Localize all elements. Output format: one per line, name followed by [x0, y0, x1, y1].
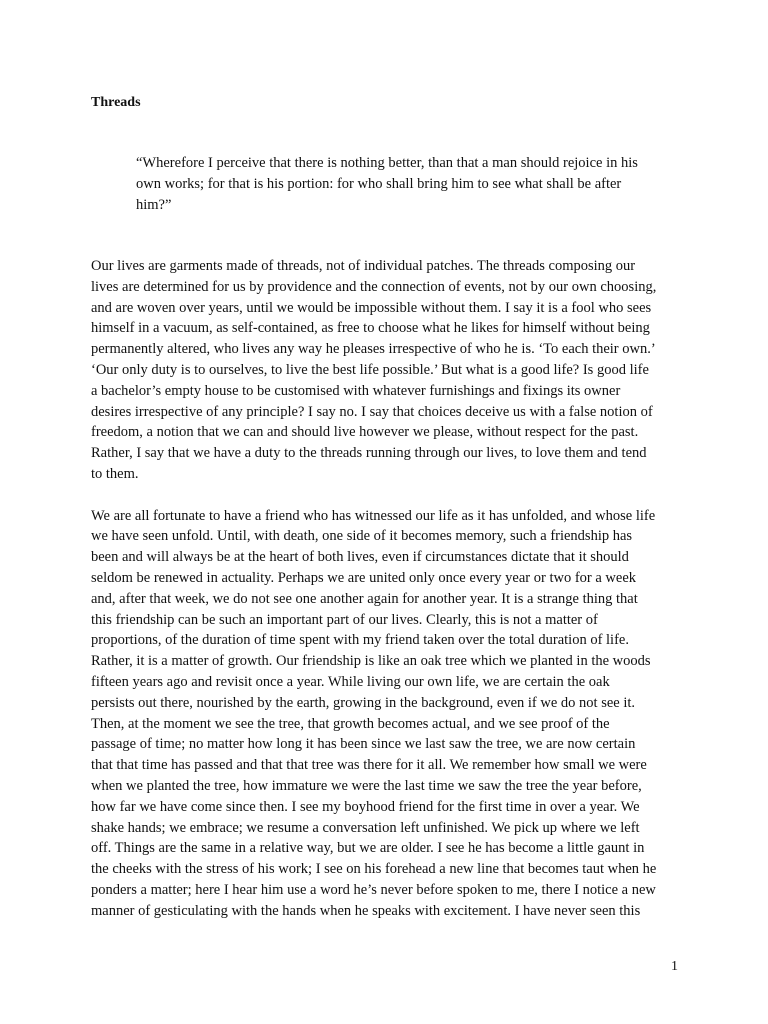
- text-line: ‘Our only duty is to ourselves, to live the best life possible.’ But what is a good life? Is good life: [91, 361, 649, 378]
- text-line: we have seen unfold. Until, with death, one side of it becomes memory, such a friendship has: [91, 528, 633, 545]
- text-line: seldom be renewed in actuality. Perhaps we are united only once every year or two for a week: [91, 569, 637, 586]
- text-line: when we planted the tree, how immature we were the last time we saw the tree the year before,: [91, 777, 642, 794]
- document-body: [91, 256, 681, 942]
- text-line: ponders a matter; here I hear him use a word he’s never before spoken to me, there I notice a new: [91, 881, 656, 898]
- text-line: how far we have come since then. I see my boyhood friend for the first time in over a year. We: [91, 798, 640, 815]
- text-line: himself in a vacuum, as self-contained, as free to choose what he likes for himself without being: [91, 320, 650, 337]
- epigraph-quote: [136, 153, 676, 216]
- text-line: permanently altered, who lives any way he pleases irrespective of who he is. ‘To each their own.’: [91, 341, 656, 358]
- text-line: to them.: [91, 465, 139, 482]
- document-title: Threads: [91, 95, 141, 110]
- text-line: freedom, a notion that we can and should live however we please, without respect for the past.: [91, 424, 639, 441]
- text-line: that that time has passed and that that tree was there for it all. We remember how small we were: [91, 757, 647, 774]
- epigraph-line: “Wherefore I perceive that there is nothing better, than that a man should rejoice in his: [136, 155, 638, 171]
- text-line: lives are determined for us by providence and the connection of events, not by our own choosing,: [91, 278, 657, 295]
- text-line: shake hands; we embrace; we resume a conversation left unfinished. We pick up where we left: [91, 819, 640, 836]
- text-line: Rather, it is a matter of growth. Our friendship is like an oak tree which we planted in the woods: [91, 653, 651, 670]
- text-line: manner of gesticulating with the hands when he speaks with excitement. I have never seen this: [91, 902, 641, 919]
- text-line: desires irrespective of any principle? I say no. I say that choices deceive us with a false notion of: [91, 403, 653, 420]
- text-line: Then, at the moment we see the tree, that growth becomes actual, and we see proof of the: [91, 715, 610, 732]
- paragraph-2: [91, 506, 681, 922]
- text-line: persists out there, nourished by the earth, growing in the background, even if we do not see it.: [91, 694, 636, 711]
- text-line: off. Things are the same in a relative way, but we are older. I see he has become a little gaunt in: [91, 840, 645, 857]
- text-line: passage of time; no matter how long it has been since we last saw the tree, we are now certain: [91, 736, 636, 753]
- paragraph-1: [91, 256, 681, 485]
- epigraph-line: him?”: [136, 197, 172, 213]
- text-line: been and will always be at the heart of both lives, even if circumstances dictate that it should: [91, 549, 629, 566]
- text-line: We are all fortunate to have a friend who has witnessed our life as it has unfolded, and whose life: [91, 507, 656, 524]
- text-line: fifteen years ago and revisit once a year. While living our own life, we are certain the oak: [91, 673, 610, 690]
- text-line: and are woven over years, until we would be impossible without them. I say it is a fool who sees: [91, 299, 652, 316]
- text-line: Rather, I say that we have a duty to the threads running through our lives, to love them and tend: [91, 445, 647, 462]
- text-line: the cheeks with the stress of his work; I see on his forehead a new line that becomes taut when he: [91, 861, 657, 878]
- text-line: a bachelor’s empty house to be customised with whatever furnishings and fixings its owner: [91, 382, 621, 399]
- epigraph-line: own works; for that is his portion: for who shall bring him to see what shall be after: [136, 176, 622, 192]
- page-number: 1: [671, 959, 678, 974]
- text-line: proportions, of the duration of time spent with my friend taken over the total duration of life.: [91, 632, 629, 649]
- text-line: this friendship can be such an important part of our lives. Clearly, this is not a matter of: [91, 611, 598, 628]
- text-line: Our lives are garments made of threads, not of individual patches. The threads composing our: [91, 258, 636, 274]
- text-line: and, after that week, we do not see one another again for another year. It is a strange thing that: [91, 590, 638, 607]
